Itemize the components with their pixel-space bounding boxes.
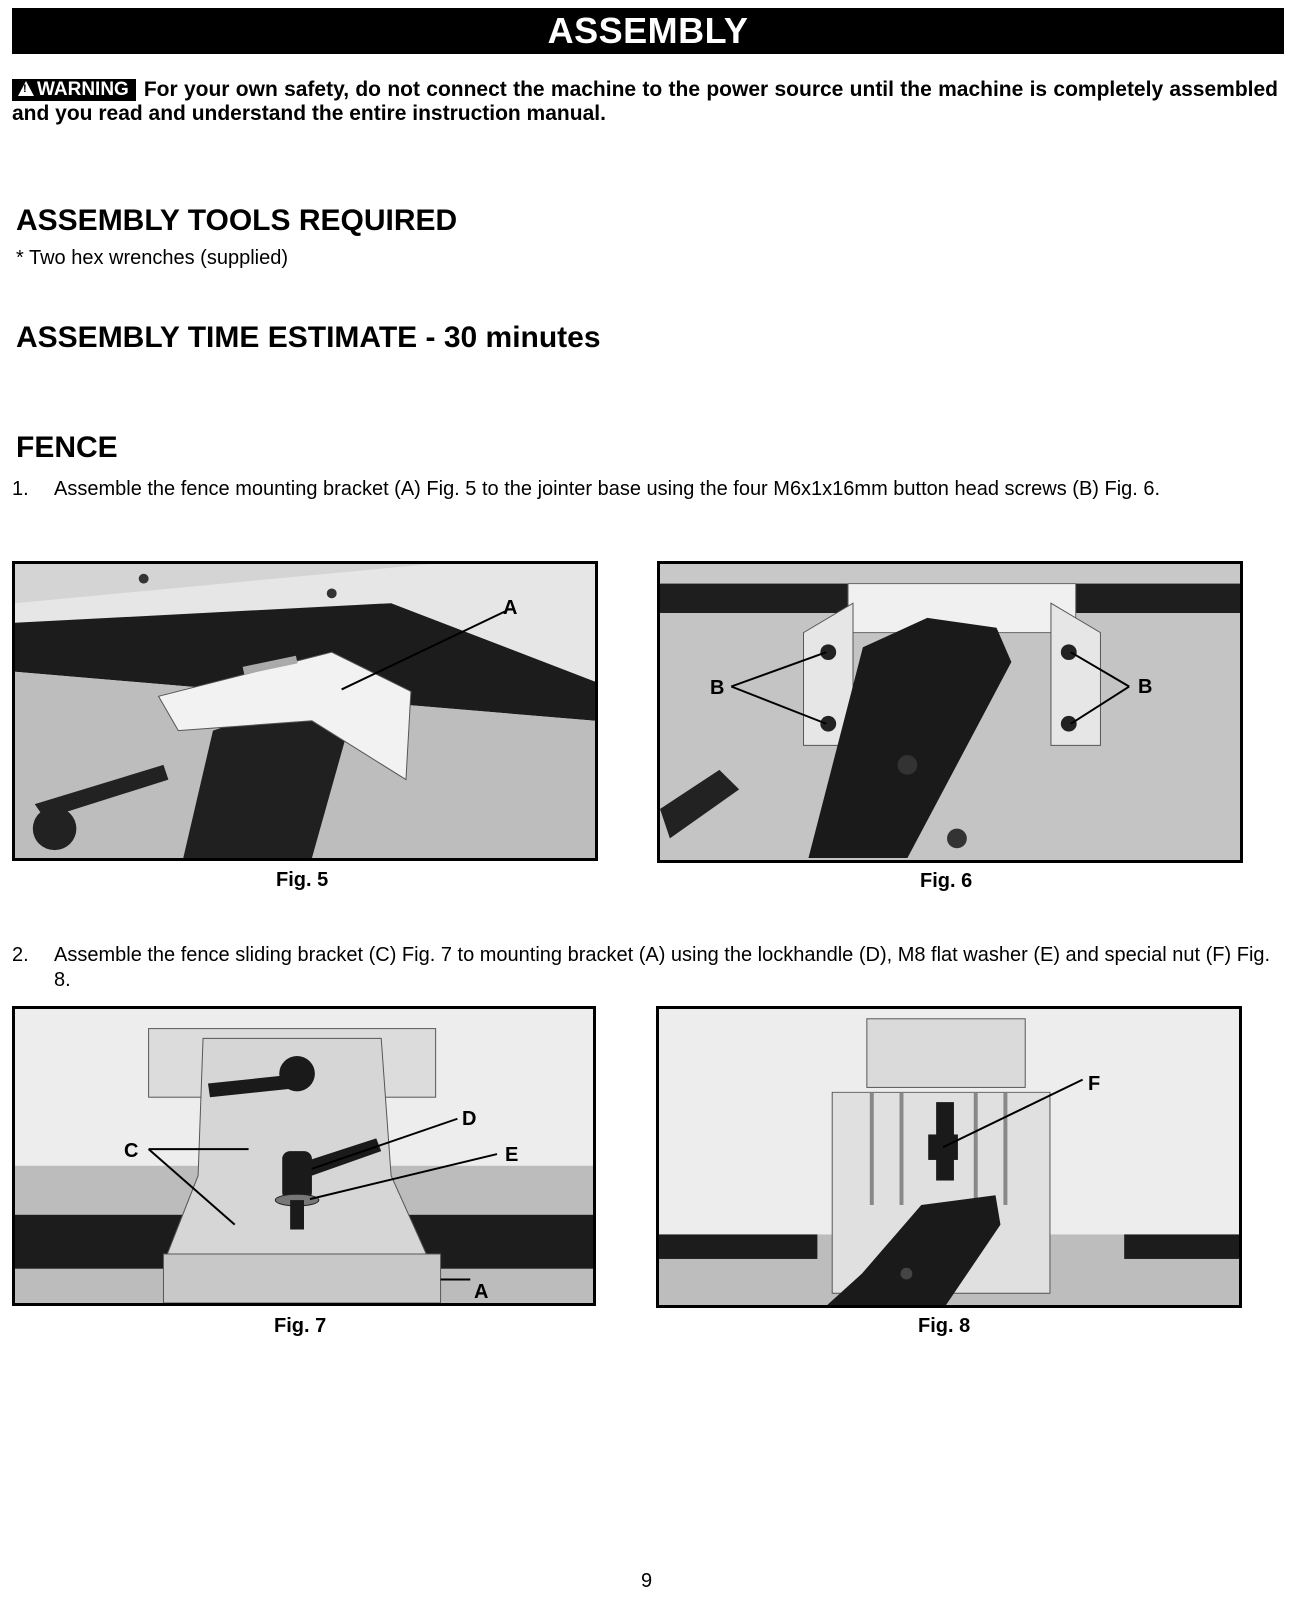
warning-badge-label: WARNING — [37, 79, 129, 100]
warning-badge — [12, 79, 136, 101]
figure-5-caption: Fig. 5 — [276, 869, 329, 891]
callout-a-fig7: A — [474, 1281, 489, 1303]
figure-6-caption: Fig. 6 — [920, 870, 973, 892]
figure-6-photo — [657, 561, 1243, 863]
tools-item: * Two hex wrenches (supplied) — [16, 247, 288, 269]
step-number: 2. — [12, 944, 29, 966]
page-title: ASSEMBLY — [547, 10, 749, 51]
figure-7-caption: Fig. 7 — [274, 1315, 327, 1337]
callout-f: F — [1088, 1073, 1101, 1095]
special-nut-illustration — [659, 1009, 1239, 1305]
fence-heading: FENCE — [16, 431, 118, 464]
callout-b-left: B — [710, 677, 725, 699]
callout-b-right: B — [1138, 676, 1153, 698]
page-number: 9 — [640, 1570, 653, 1592]
time-heading: ASSEMBLY TIME ESTIMATE - 30 minutes — [16, 321, 601, 354]
page-title-banner — [12, 8, 1284, 54]
safety-warning — [12, 78, 1278, 126]
tools-heading: ASSEMBLY TOOLS REQUIRED — [16, 204, 458, 237]
callout-e: E — [505, 1144, 519, 1166]
callout-c: C — [124, 1140, 139, 1162]
callout-d: D — [462, 1108, 477, 1130]
callout-a: A — [503, 597, 518, 619]
step-text: Assemble the fence sliding bracket (C) Fig. 7 to mounting bracket (A) using the lockhandle (D), M8 flat washer (E) and special nut (F) Fig. 8. — [54, 944, 1271, 991]
step-2 — [12, 943, 1278, 993]
mounting-screws-illustration — [660, 564, 1240, 860]
step-number: 1. — [12, 478, 29, 500]
warning-icon — [18, 81, 34, 96]
step-1 — [12, 477, 1278, 502]
figure-8-caption: Fig. 8 — [918, 1315, 971, 1337]
warning-text: For your own safety, do not connect the machine to the power source until the machine is completely assembled and you read and understand the entire instruction manual. — [12, 78, 1278, 125]
figure-8-photo — [656, 1006, 1242, 1308]
step-text: Assemble the fence mounting bracket (A) Fig. 5 to the jointer base using the four M6x1x16mm button head screws (B) Fig. 6. — [54, 478, 1161, 500]
